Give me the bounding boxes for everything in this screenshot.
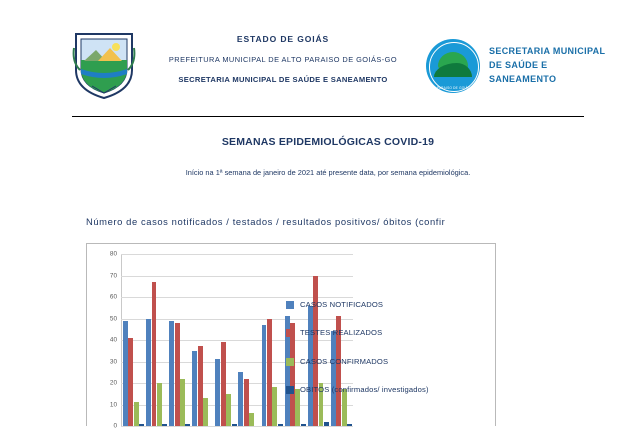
bar: [169, 321, 174, 426]
y-axis-tick-label: 30: [109, 358, 117, 365]
health-secretariat-logo: [426, 28, 626, 104]
legend-item: [286, 357, 482, 367]
logo-caption: ALTO PARAISO DE GOIÁS 2021: [426, 86, 480, 90]
bar: [157, 383, 162, 426]
header-titles: [144, 34, 422, 84]
bar: [262, 325, 267, 426]
y-axis-tick-label: 60: [109, 293, 117, 301]
bar: [226, 394, 231, 426]
logo-wordmark-line2: DE SAÚDE E: [489, 60, 548, 71]
bar-group: [122, 254, 145, 426]
bar-group: [214, 254, 237, 426]
bar: [324, 422, 329, 426]
gridline: [121, 426, 353, 427]
bar: [134, 402, 139, 426]
bar: [180, 379, 185, 426]
header-divider: [72, 116, 584, 117]
bar-group: [191, 254, 214, 426]
bar: [215, 359, 220, 426]
bar-group: [237, 254, 260, 426]
y-axis-tick-label: 0: [113, 422, 117, 430]
bar: [203, 398, 208, 426]
legend-label: CASOS NOTIFICADOS: [300, 300, 384, 309]
document-header: [72, 28, 606, 108]
y-axis-tick-label: 20: [109, 379, 117, 387]
legend-swatch: [286, 386, 294, 394]
y-axis-tick-label: 70: [109, 272, 117, 279]
legend-swatch: [286, 358, 294, 366]
legend-label: CASOS CONFIRMADOS: [300, 356, 389, 366]
bar: [267, 319, 272, 427]
bar: [128, 338, 133, 426]
chart-legend: [286, 300, 482, 413]
bar: [244, 379, 249, 426]
bar-group: [145, 254, 168, 426]
bar: [152, 282, 157, 426]
bar: [198, 346, 203, 426]
page-title: SEMANAS EPIDEMIOLÓGICAS COVID-19: [221, 136, 435, 148]
bar: [123, 321, 128, 426]
y-axis-tick-label: 10: [109, 401, 117, 408]
header-state-line: ESTADO DE GOIÁS: [236, 34, 330, 44]
header-department-line: SECRETARIA MUNICIPAL DE SAÚDE E SANEAMENTO: [178, 75, 388, 84]
bar: [192, 351, 197, 426]
legend-label: TESTES REALIZADOS: [300, 328, 383, 338]
logo-wordmark-line1: SECRETARIA MUNICIPAL: [489, 46, 606, 57]
bar-group: [168, 254, 191, 426]
legend-label: OBITOS (confirmados/ investigados): [300, 384, 429, 394]
bar: [175, 323, 180, 426]
bar: [272, 387, 277, 426]
bar: [146, 319, 151, 427]
y-axis-tick-label: 50: [109, 315, 117, 322]
header-city-line: PREFEITURA MUNICIPAL DE ALTO PARAISO DE GOIÁS-GO: [168, 55, 398, 64]
bar-group: [261, 254, 284, 426]
bar: [249, 413, 254, 426]
bar: [238, 372, 243, 426]
logo-wordmark-line3: SANEAMENTO: [489, 73, 557, 84]
coat-of-arms-icon: [72, 30, 136, 100]
logo-wordmark: [489, 45, 605, 87]
legend-item: [286, 385, 482, 395]
y-axis-tick-label: 40: [109, 336, 117, 344]
legend-swatch: [286, 329, 294, 337]
legend-item: [286, 328, 482, 338]
page-subtitle: Início na 1ª semana de janeiro de 2021 até presente data, por semana epidemiológica.: [185, 168, 471, 177]
chart-caption: Número de casos notificados / testados / resultados positivos/ óbitos (confir: [86, 216, 446, 227]
legend-swatch: [286, 301, 294, 309]
y-axis-tick-label: 80: [109, 250, 117, 258]
health-secretariat-logo-icon: [426, 39, 480, 93]
bar: [221, 342, 226, 426]
legend-item: [286, 300, 482, 310]
